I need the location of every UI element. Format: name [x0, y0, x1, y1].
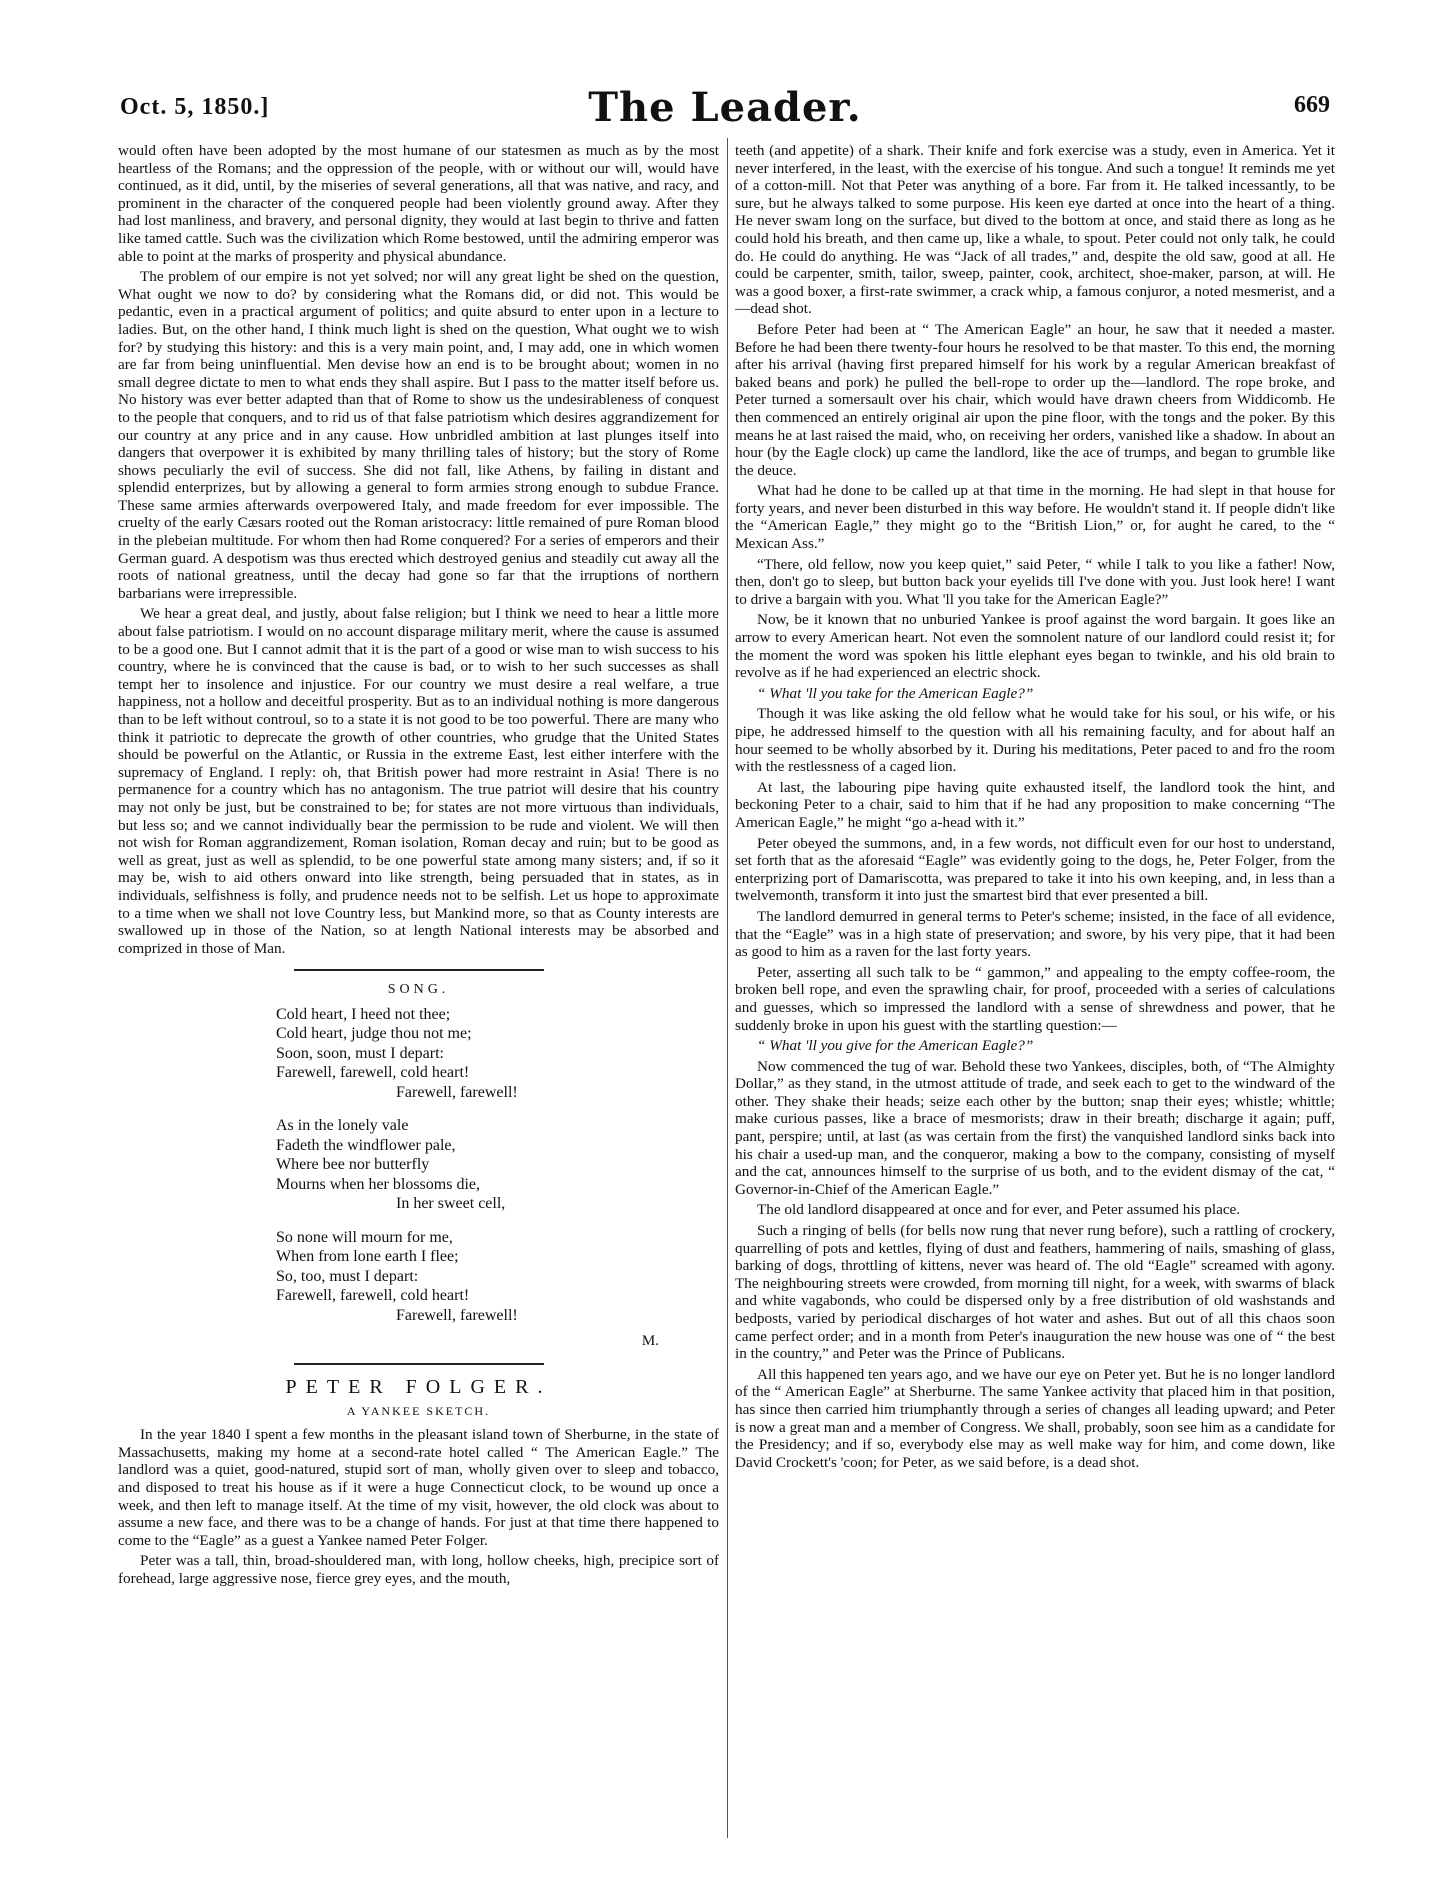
- poem-line: So none will mourn for me,: [276, 1228, 453, 1246]
- left-column: [118, 142, 719, 1842]
- paragraph: Peter was a tall, thin, broad-shouldered man, with long, hollow cheeks, high, precipice sort of forehead, large aggressive nose, fierce grey eyes, and the mouth,: [118, 1552, 719, 1587]
- poem-line: Soon, soon, must I depart:: [276, 1044, 444, 1062]
- paragraph: would often have been adopted by the most humane of our statesmen as much as by the most heartless of the Romans; and the oppression of the people, with or without our will, would have continued, as it did, until, by the miseries of several generations, all that was native, and racy, and prominent in the character of the conquered people had been violently ground away. After they had lost manliness, and bravery, and personal dignity, they would at last begin to thrive and fatten like tamed cattle. Such was the civilization which Rome bestowed, until the admiring emperor was able to point at the marks of prosperity and physical abundance.: [118, 142, 719, 265]
- poem-line: Fadeth the windflower pale,: [276, 1136, 456, 1154]
- poem-line: Farewell, farewell, cold heart!: [276, 1064, 470, 1082]
- poem-line: As in the lonely vale: [276, 1117, 409, 1135]
- song-title: SONG.: [387, 982, 450, 998]
- section-rule: [294, 1363, 544, 1365]
- page-number: 669: [1294, 92, 1330, 118]
- stanza: [276, 1116, 719, 1214]
- article-subtitle: A YANKEE SKETCH.: [346, 1403, 491, 1418]
- paragraph: At last, the labouring pipe having quite exhausted itself, the landlord took the hint, and beckoning Peter to a chair, said to him that if he had any proposition to make concerning “The American Eagle,” he might “go a-head with it.”: [735, 778, 1335, 831]
- masthead-title: The Leader.: [588, 84, 862, 131]
- paragraph: Now, be it known that no unburied Yankee is proof against the word bargain. It goes like an arrow to every American heart. Not even the somnolent nature of our landlord could resist it; for the moment the word was spoken his little elephant eyes began to twinkle, and his old brain to revolve as if he had experienced an electric shock.: [735, 611, 1335, 682]
- poem-line: Farewell, farewell, cold heart!: [276, 1287, 470, 1305]
- poem-line: Cold heart, I heed not thee;: [276, 1005, 451, 1023]
- quote-line: “ What 'll you take for the American Eagle?”: [757, 684, 1034, 702]
- paragraph: What had he done to be called up at that time in the morning. He had slept in that house for forty years, and never been disturbed in this way before. He wouldn't stand it. If people didn't like the “American Eagle,” they might go to the “British Lion,” or, for aught he cared, to the “ Mexican Ass.”: [735, 482, 1335, 553]
- poem-line: Where bee nor butterfly: [276, 1156, 430, 1174]
- paragraph: In the year 1840 I spent a few months in the pleasant island town of Sherburne, in the state of Massachusetts, making my home at a second-rate hotel called “ The American Eagle.” The landlord was a quiet, good-natured, stupid sort of man, wholly given over to sleep and tobacco, and disposed to treat his house as if it were a huge Connecticut clock, to be wound up once a week, and then left to manage itself. At the time of my visit, however, the old clock was about to assume a new face, and there was to be a change of hands. For just at that time there happened to come to the “Eagle” as a guest a Yankee named Peter Folger.: [118, 1426, 719, 1549]
- paragraph: “There, old fellow, now you keep quiet,” said Peter, “ while I talk to you like a father! Now, then, don't go to sleep, but button back your eyelids till I've done with you. Just look here! I want to drive a bargain with you. What 'll you take for the American Eagle?”: [735, 555, 1335, 608]
- stanza: [276, 1005, 719, 1103]
- paragraph: The problem of our empire is not yet solved; nor will any great light be shed on the question, What ought we now to do? by considering what the Romans did, or did not. This would be pedantic, even in a practical argument of politics; and quite absurd to enter upon in a lecture to ladies. But, on the other hand, I think much light is shed on the question, What ought we to wish for? by studying this history: and this is a very main point, and, I may add, one in which women are far from being uninfluential. Men devise how an end is to be brought about; women in no small degree dictate to men to what ends they shall aspire. But I pass to the matter itself before us. No history was ever better adapted than that of Rome to show us the undesirableness of conquest to the people that conquers, and to rid us of that false patriotism which desires aggrandizement for our country at any price and in any cause. How unbridled ambition at last plunges itself into dangers that overpower it is exhibited by many thrilling tales of history; but the story of Rome shows peculiarly the evil of success. She did not fall, like Athens, by failing in distant and splendid enterprizes, but by allowing a general to form armies strong enough to subdue France. These same armies afterwards overpowered Italy, and made freedom for ever impossible. The cruelty of the early Cæsars rooted out the Roman aristocracy: little remained of pure Roman blood in the plebeian multitude. For whom then had Rome conquered? For a series of emperors and their German guard. A despotism was thus erected which destroyed genius and steadily cut away all the roots of national greatness, until the decay had gone so far that the irruptions of northern barbarians were irrepressible.: [118, 268, 719, 602]
- quote-line: “ What 'll you give for the American Eagle?”: [757, 1037, 1034, 1055]
- song-poem: [276, 1005, 719, 1326]
- poem-line: Cold heart, judge thou not me;: [276, 1025, 472, 1043]
- paragraph: Now commenced the tug of war. Behold these two Yankees, disciples, both, of “The Almighty Dollar,” as they stand, in the utmost attitude of trade, and seek each to get to the windward of the other. They shake their heads; seize each other by the button; snap their eyes; whistle; whittle; make curious passes, like a brace of mesmorists; draw in their breath; discharge it again; puff, pant, perspire; until, at last (as was certain from the first) the vanquished landlord sinks back into his chair a used-up man, and the conqueror, making a bow to the company, consisting of myself and the cat, announces himself to the surprise of us both, and to the evident dismay of the cat, “ Governor-in-Chief of the American Eagle.”: [735, 1057, 1335, 1198]
- column-divider: [727, 138, 728, 1838]
- poem-line: When from lone earth I flee;: [276, 1248, 459, 1266]
- issue-date: Oct. 5, 1850.]: [120, 94, 270, 120]
- poem-line: Farewell, farewell!: [396, 1306, 518, 1324]
- poem-line: Mourns when her blossoms die,: [276, 1175, 480, 1193]
- section-rule: [294, 969, 544, 971]
- paragraph: Peter obeyed the summons, and, in a few words, not difficult even for our host to understand, set forth that as the aforesaid “Eagle” was evidently going to the dogs, he, Peter Folger, from the enterprizing port of Damariscotta, was prepared to take it into his own keeping, and, in less than a twelvemonth, transform it into just the smartest bird that ever presented a bill.: [735, 834, 1335, 905]
- song-signature: M.: [641, 1333, 659, 1350]
- paragraph: Such a ringing of bells (for bells now rung that never rung before), such a rattling of crockery, quarrelling of pots and kettles, flying of dust and feathers, hammering of nails, smashing of glass, barking of dogs, throttling of kittens, never was heard of. The old “Eagle” screamed with agony. The neighbouring streets were crowded, from morning till night, for a week, with swarms of black and white vagabonds, who could be dispersed only by a free distribution of old washstands and bedposts, varied by periodical discharges of hot water and ashes. But out of all this chaos soon came perfect order; and in a month from Peter's inauguration the new house was one of “ the best in the country,” and Peter was the Prince of Publicans.: [735, 1222, 1335, 1363]
- paragraph: Though it was like asking the old fellow what he would take for his soul, or his wife, or his pipe, he addressed himself to the question with all his remaining faculty, and for about half an hour seemed to be wholly absorbed by it. During his meditations, Peter paced to and fro the room with the restlessness of a caged lion.: [735, 705, 1335, 776]
- paragraph: Peter, asserting all such talk to be “ gammon,” and appealing to the empty coffee-room, the broken bell rope, and even the sprawling chair, for proof, proceeded with a series of calculations and guesses, which so impressed the landlord with a sense of shrewdness and power, that he suddenly broke in upon his guest with the startling question:—: [735, 963, 1335, 1034]
- poem-line: In her sweet cell,: [396, 1195, 506, 1213]
- stanza: [276, 1228, 719, 1326]
- article-title: PETER FOLGER.: [285, 1376, 552, 1398]
- right-column: [735, 142, 1335, 1842]
- poem-line: Farewell, farewell!: [396, 1083, 518, 1101]
- paragraph: The landlord demurred in general terms to Peter's scheme; insisted, in the face of all evidence, that the “Eagle” was in a high state of preservation; and swore, by his very pipe, that it had been as good to him as a raven for the last forty years.: [735, 907, 1335, 961]
- paragraph: The old landlord disappeared at once and for ever, and Peter assumed his place.: [757, 1201, 1241, 1219]
- paragraph: teeth (and appetite) of a shark. Their knife and fork exercise was a study, even in America. Yet it never interfered, in the least, with the exercise of his tongue. And such a tongue! It reminds me yet of a cotton-mill. Not that Peter was anything of a bore. Far from it. He talked incessantly, to be sure, but he always talked to some purpose. His keen eye darted at once into the heart of a thing. He never swam long on the surface, but dived to the bottom at once, and staid there as long as he could hold his breath, and then came up, like a whale, to spout. Peter could not only talk, he could do. He could do anything. He was “Jack of all trades,” and, despite the old saw, good at all. He could be carpenter, smith, tailor, sweep, painter, cook, architect, shoe-maker, parson, at will. He was a good boxer, a first-rate swimmer, a crack whip, a famous conjuror, a noted mesmerist, and a—dead shot.: [735, 142, 1335, 318]
- paragraph: We hear a great deal, and justly, about false religion; but I think we need to hear a little more about false patriotism. I would on no account disparage military merit, where the cause is assumed to be a good one. But I cannot admit that it is the part of a good or wise man to wish success to his country, where he is convinced that the cause is bad, or to wish to her such successes as shall tempt her to insolence and injustice. For our country we must desire a real welfare, a true happiness, not a hollow and deceitful prosperity. But as to an individual nothing is more dangerous than to be left without controul, so to a state it is not good to be too powerful. There are many who think it patriotic to deprecate the growth of other countries, who grudge that the United States should be powerful on the Atlantic, or Russia in the extreme East, lest either interfere with the supremacy of England. I reply: oh, that British power had more restraint in Asia! There is no permanence for a country which has no antagonism. The true patriot will desire that his country may not only be just, but be constrained to be; for states are not more virtuous than individuals, but less so; and we cannot individually bear the permission to be rude and violent. We will then not wish for Roman aggrandizement, Roman isolation, Roman decay and ruin; but to be good as well as great, just as well as splendid, to be one powerful state among many sisters; and, if so it may be, wish to aid others onward into like strength, being persuaded that in states, as in individuals, selfishness is folly, and prudence needs not to be selfish. Let us hope to approximate to a time when we shall not love Country less, but Mankind more, so that as County interests are swallowed up in those of the Nation, so at length National interests may be absorbed and comprized in those of Man.: [118, 605, 719, 957]
- page-header: [120, 84, 1330, 134]
- paragraph: Before Peter had been at “ The American Eagle” an hour, he saw that it needed a master. Before he had been there twenty-four hours he resolved to be that master. To this end, the morning after his arrival (having first prepared himself for his work by a regular American breakfast of baked beans and pork) he pulled the bell-rope to order up the—landlord. The rope broke, and Peter turned a somersault over his chair, which would have drawn cheers from Widdicomb. He then commenced an entirely original air upon the pine floor, with the tongs and the poker. By this means he at last raised the maid, who, on receiving her orders, vanished like a shadow. In about an hour (by the Eagle clock) up came the landlord, like the ace of trumps, and began to grumble like the deuce.: [735, 320, 1335, 479]
- poem-line: So, too, must I depart:: [276, 1267, 419, 1285]
- paragraph: All this happened ten years ago, and we have our eye on Peter yet. But he is no longer landlord of the “ American Eagle” at Sherburne. The same Yankee activity that placed him in that position, has since then carried him triumphantly through a series of changes all leading upward; and Peter is now a great man and a member of Congress. We shall, probably, soon see him as a candidate for the Presidency; and if so, everybody else may as well make way for him, and come down, like David Crockett's 'coon; for Peter, as we said before, is a dead shot.: [735, 1365, 1335, 1471]
